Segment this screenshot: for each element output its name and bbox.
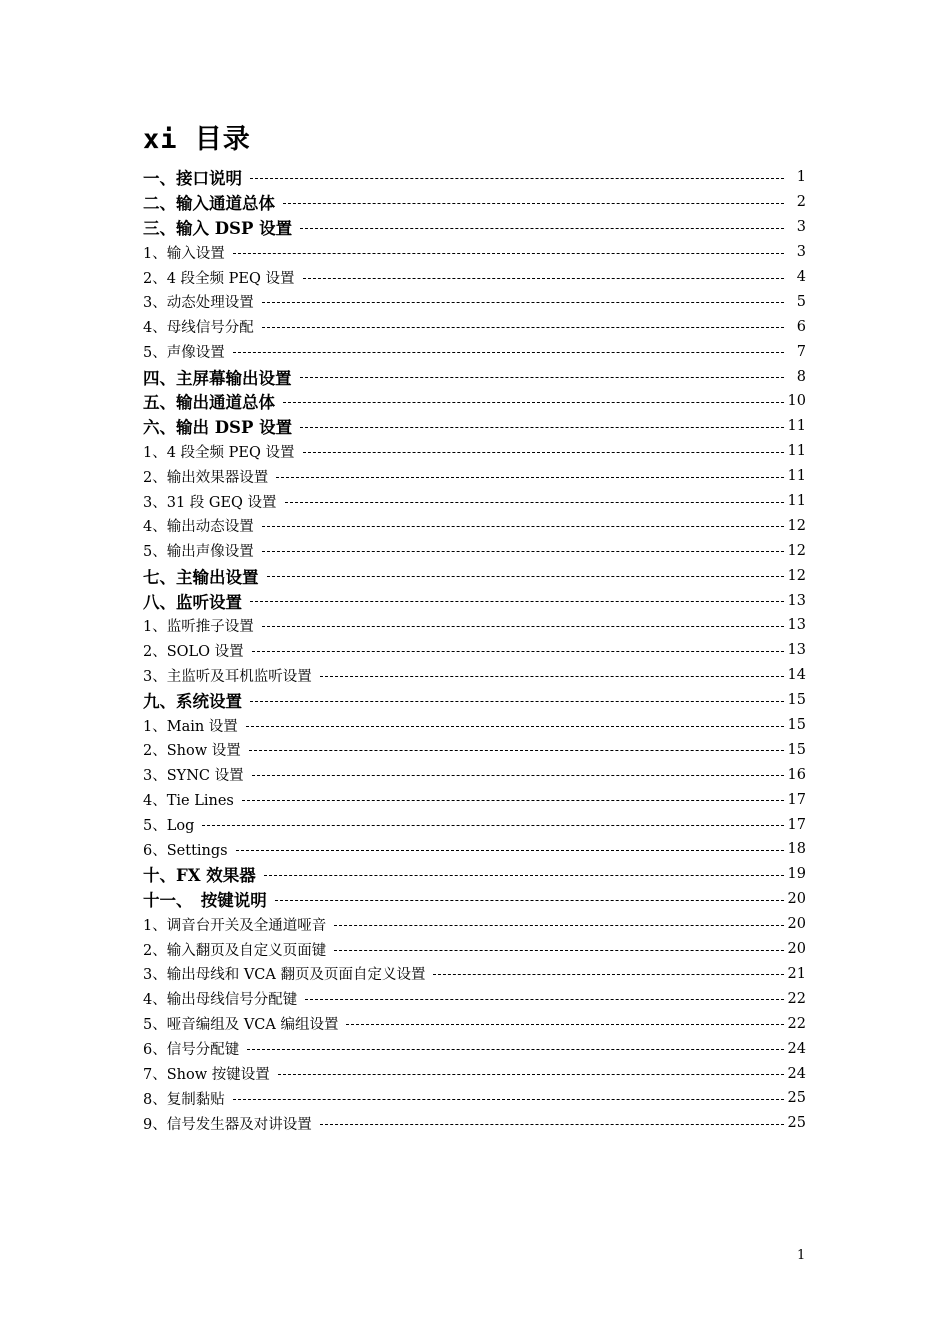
- toc-dot-leader: [285, 502, 784, 503]
- toc-entry-section[interactable]: [143, 613, 806, 638]
- toc-entry-label: 十一、 按键说明: [143, 891, 267, 911]
- toc-entry-section[interactable]: [143, 663, 806, 688]
- toc-entry-section[interactable]: [143, 1086, 806, 1111]
- toc-dot-leader: [202, 825, 783, 826]
- toc-entry-label: 3、31 段 GEQ 设置: [143, 494, 277, 511]
- toc-entry-page-number: 20: [787, 891, 806, 908]
- toc-entry-section[interactable]: [143, 1036, 806, 1061]
- toc-entry-page-number: 11: [787, 418, 806, 435]
- toc-dot-leader: [267, 576, 784, 577]
- toc-dot-leader: [334, 950, 783, 951]
- toc-entry-label: 九、系统设置: [143, 692, 242, 712]
- toc-entry-label: 3、主监听及耳机监听设置: [143, 668, 312, 685]
- toc-dot-leader: [252, 651, 784, 652]
- toc-dot-leader: [233, 352, 784, 353]
- toc-entry-section[interactable]: [143, 737, 806, 762]
- toc-entry-label: 十、FX 效果器: [143, 866, 256, 886]
- toc-entry-page-number: 10: [787, 393, 806, 410]
- toc-entry-page-number: 11: [787, 443, 806, 460]
- toc-entry-page-number: 1: [796, 169, 806, 186]
- toc-dot-leader: [334, 925, 783, 926]
- toc-entry-page-number: 22: [787, 990, 806, 1007]
- toc-entry-page-number: 22: [787, 1015, 806, 1032]
- toc-dot-leader: [276, 477, 783, 478]
- toc-entry-label: 1、Main 设置: [143, 718, 238, 735]
- toc-dot-leader: [246, 726, 784, 727]
- toc-entry-section[interactable]: [143, 513, 806, 538]
- toc-entry-label: 三、输入 DSP 设置: [143, 219, 293, 239]
- toc-entry-page-number: 6: [796, 318, 806, 335]
- toc-entry-label: 2、输出效果器设置: [143, 469, 269, 486]
- toc-entry-section[interactable]: [143, 787, 806, 812]
- toc-entry-label: 六、输出 DSP 设置: [143, 418, 293, 438]
- toc-entry-section[interactable]: [143, 962, 806, 987]
- toc-dot-leader: [320, 676, 784, 677]
- toc-dot-leader: [249, 750, 784, 751]
- toc-entry-page-number: 18: [787, 841, 806, 858]
- toc-entry-section[interactable]: [143, 1061, 806, 1086]
- toc-dot-leader: [320, 1124, 784, 1125]
- toc-entry-page-number: 19: [787, 866, 806, 883]
- toc-entry-label: 6、Settings: [143, 842, 228, 859]
- toc-entry-label: 1、调音台开关及全通道哑音: [143, 917, 327, 934]
- toc-entry-page-number: 12: [787, 567, 806, 584]
- toc-entry-label: 2、输入翻页及自定义页面键: [143, 942, 327, 959]
- toc-dot-leader: [283, 402, 784, 403]
- toc-dot-leader: [283, 203, 784, 204]
- toc-entry-page-number: 7: [796, 343, 806, 360]
- toc-dot-leader: [346, 1024, 783, 1025]
- toc-dot-leader: [250, 701, 784, 702]
- toc-entry-label: 5、哑音编组及 VCA 编组设置: [143, 1017, 339, 1034]
- toc-entry-section[interactable]: [143, 289, 806, 314]
- toc-entry-page-number: 2: [796, 194, 806, 211]
- toc-entry-chapter[interactable]: [143, 414, 806, 439]
- table-of-contents: [143, 165, 806, 1136]
- toc-dot-leader: [236, 850, 784, 851]
- toc-dot-leader: [275, 900, 784, 901]
- toc-entry-page-number: 15: [787, 717, 806, 734]
- toc-dot-leader: [262, 526, 784, 527]
- toc-entry-label: 七、主输出设置: [143, 567, 259, 587]
- toc-entry-chapter[interactable]: [143, 588, 806, 613]
- toc-entry-label: 二、输入通道总体: [143, 194, 275, 214]
- toc-entry-page-number: 20: [787, 916, 806, 933]
- toc-entry-page-number: 12: [787, 517, 806, 534]
- toc-entry-page-number: 13: [787, 592, 806, 609]
- footer-page-number: 1: [797, 1248, 806, 1263]
- toc-entry-section[interactable]: [143, 986, 806, 1011]
- toc-entry-page-number: 11: [787, 468, 806, 485]
- toc-dot-leader: [278, 1074, 784, 1075]
- toc-entry-label: 6、信号分配键: [143, 1042, 240, 1059]
- toc-entry-label: 一、接口说明: [143, 169, 242, 189]
- toc-entry-page-number: 13: [787, 642, 806, 659]
- toc-dot-leader: [305, 999, 783, 1000]
- toc-dot-leader: [250, 601, 784, 602]
- toc-entry-label: 3、输出母线和 VCA 翻页及页面自定义设置: [143, 967, 426, 984]
- toc-entry-section[interactable]: [143, 538, 806, 563]
- toc-entry-label: 2、4 段全频 PEQ 设置: [143, 270, 295, 287]
- toc-entry-page-number: 25: [787, 1090, 806, 1107]
- toc-entry-section[interactable]: [143, 339, 806, 364]
- toc-entry-chapter[interactable]: [143, 563, 806, 588]
- toc-dot-leader: [303, 452, 784, 453]
- toc-entry-page-number: 21: [787, 965, 806, 982]
- toc-entry-chapter[interactable]: [143, 862, 806, 887]
- toc-entry-page-number: 13: [787, 617, 806, 634]
- toc-dot-leader: [303, 278, 784, 279]
- toc-entry-section[interactable]: [143, 265, 806, 290]
- toc-entry-page-number: 15: [787, 741, 806, 758]
- toc-entry-section[interactable]: [143, 638, 806, 663]
- toc-entry-label: 1、输入设置: [143, 245, 225, 262]
- toc-dot-leader: [300, 427, 783, 428]
- toc-entry-page-number: 3: [796, 244, 806, 261]
- toc-entry-chapter[interactable]: [143, 389, 806, 414]
- toc-entry-label: 2、Show 设置: [143, 743, 241, 760]
- toc-dot-leader: [250, 178, 784, 179]
- toc-entry-chapter[interactable]: [143, 364, 806, 389]
- toc-entry-label: 八、监听设置: [143, 592, 242, 612]
- toc-entry-page-number: 8: [796, 368, 806, 385]
- toc-entry-section[interactable]: [143, 713, 806, 738]
- toc-dot-leader: [247, 1049, 783, 1050]
- toc-dot-leader: [264, 875, 784, 876]
- toc-entry-chapter[interactable]: [143, 190, 806, 215]
- toc-entry-label: 3、SYNC 设置: [143, 768, 244, 785]
- toc-entry-page-number: 14: [787, 667, 806, 684]
- toc-entry-section[interactable]: [143, 762, 806, 787]
- toc-entry-page-number: 3: [796, 219, 806, 236]
- toc-dot-leader: [262, 327, 784, 328]
- toc-entry-page-number: 24: [787, 1040, 806, 1057]
- toc-dot-leader: [300, 228, 784, 229]
- toc-entry-page-number: 17: [787, 816, 806, 833]
- toc-entry-page-number: 25: [787, 1115, 806, 1132]
- toc-entry-label: 四、主屏幕输出设置: [143, 368, 292, 388]
- toc-entry-section[interactable]: [143, 464, 806, 489]
- toc-entry-section[interactable]: [143, 912, 806, 937]
- toc-entry-label: 5、输出声像设置: [143, 544, 254, 561]
- toc-dot-leader: [262, 626, 784, 627]
- toc-entry-chapter[interactable]: [143, 688, 806, 713]
- toc-dot-leader: [233, 1099, 784, 1100]
- toc-entry-page-number: 16: [787, 766, 806, 783]
- toc-entry-label: 5、Log: [143, 818, 195, 835]
- toc-entry-label: 2、SOLO 设置: [143, 643, 244, 660]
- toc-entry-label: 五、输出通道总体: [143, 393, 275, 413]
- toc-dot-leader: [233, 253, 784, 254]
- toc-entry-label: 1、监听推子设置: [143, 618, 254, 635]
- toc-entry-section[interactable]: [143, 489, 806, 514]
- toc-entry-label: 5、声像设置: [143, 345, 225, 362]
- toc-entry-label: 4、母线信号分配: [143, 320, 254, 337]
- toc-dot-leader: [252, 775, 784, 776]
- toc-entry-section[interactable]: [143, 1011, 806, 1036]
- toc-entry-page-number: 20: [787, 941, 806, 958]
- toc-entry-label: 4、Tie Lines: [143, 793, 234, 810]
- toc-entry-section[interactable]: [143, 812, 806, 837]
- toc-entry-section[interactable]: [143, 314, 806, 339]
- toc-entry-page-number: 17: [787, 791, 806, 808]
- toc-entry-page-number: 24: [787, 1065, 806, 1082]
- toc-entry-label: 8、复制黏贴: [143, 1091, 225, 1108]
- toc-entry-page-number: 5: [796, 293, 806, 310]
- toc-entry-label: 4、输出母线信号分配键: [143, 992, 298, 1009]
- toc-dot-leader: [262, 302, 784, 303]
- toc-entry-label: 9、信号发生器及对讲设置: [143, 1116, 312, 1133]
- toc-entry-section[interactable]: [143, 1111, 806, 1136]
- toc-dot-leader: [433, 974, 783, 975]
- toc-entry-page-number: 11: [787, 493, 806, 510]
- toc-entry-label: 1、4 段全频 PEQ 设置: [143, 444, 295, 461]
- toc-entry-section[interactable]: [143, 439, 806, 464]
- toc-title: xi 目录: [143, 124, 251, 155]
- toc-entry-label: 3、动态处理设置: [143, 295, 254, 312]
- toc-entry-label: 7、Show 按键设置: [143, 1067, 270, 1083]
- toc-entry-section[interactable]: [143, 240, 806, 265]
- toc-entry-chapter[interactable]: [143, 215, 806, 240]
- toc-dot-leader: [242, 800, 784, 801]
- toc-entry-page-number: 12: [787, 542, 806, 559]
- toc-entry-chapter[interactable]: [143, 165, 806, 190]
- toc-dot-leader: [300, 377, 785, 378]
- toc-entry-section[interactable]: [143, 837, 806, 862]
- toc-entry-section[interactable]: [143, 937, 806, 962]
- toc-entry-page-number: 4: [796, 269, 806, 285]
- toc-entry-page-number: 15: [787, 692, 806, 709]
- toc-entry-label: 4、输出动态设置: [143, 519, 254, 536]
- toc-entry-chapter[interactable]: [143, 887, 806, 912]
- toc-dot-leader: [262, 551, 784, 552]
